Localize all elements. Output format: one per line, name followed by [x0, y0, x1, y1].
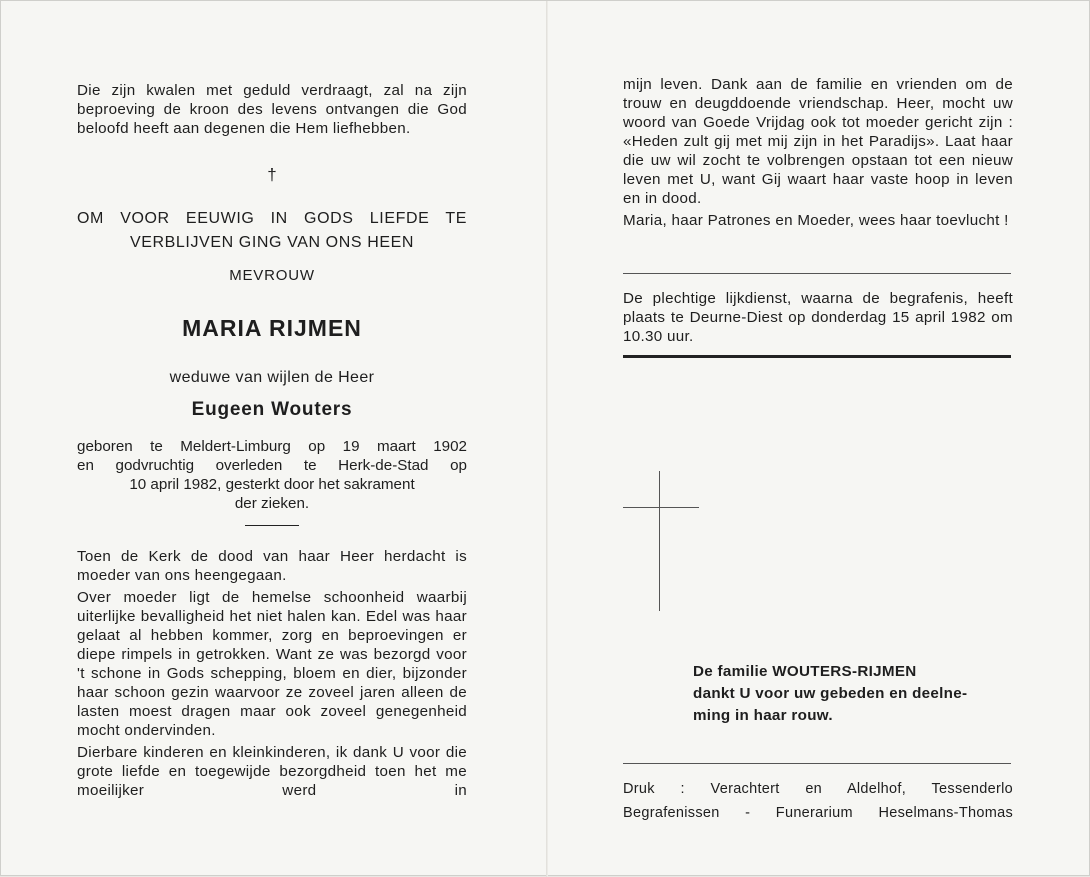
paragraph: mijn leven. Dank aan de familie en vrienden om de trouw en deugddoende vriendschap. Heer, mocht uw woord van Goede Vrijdag ook tot moeder gericht zijn : «Heden zult gij met mij zijn in het Paradijs». Laat haar die uw wil zocht te volbrengen opstaan tot een nieuw leven met U, want Gij waart haar vaste hoop in leven en in dood.: [623, 76, 1013, 207]
cross-horizontal: [623, 507, 699, 508]
divider: [623, 763, 1011, 764]
thanks-line: dankt U voor uw gebeden en deelne-: [693, 685, 968, 702]
thick-divider: [623, 355, 1011, 358]
paragraph: Toen de Kerk de dood van haar Heer herdacht is moeder van ons heengegaan.: [77, 548, 467, 584]
dagger-icon: †: [267, 165, 277, 184]
thanks-line: De familie WOUTERS-RIJMEN: [693, 663, 917, 680]
opening-quote: Die zijn kwalen met geduld verdraagt, zal na zijn beproeving de kroon des levens ontvangen die God beloofd heeft aan degenen die Hem liefhebben.: [77, 82, 467, 137]
widow-of-text: weduwe van wijlen de Heer: [169, 369, 375, 386]
funeral-details: De plechtige lijkdienst, waarna de begrafenis, heeft plaats te Deurne-Diest op donderdag 15 april 1982 om 10.30 uur.: [623, 290, 1013, 345]
divider: [623, 273, 1011, 274]
honorific: MEVROUW: [229, 267, 315, 284]
paragraph: Dierbare kinderen en kleinkinderen, ik dank U voor die grote liefde en toegewijde bezorgdheid toen het me moeilijker werd in: [77, 744, 467, 799]
printer-credits: [623, 777, 1013, 825]
cross-vertical: [659, 471, 660, 611]
paragraph: Over moeder ligt de hemelse schoonheid waarbij uiterlijke bevalligheid het niet halen kan. Edel was haar gelaat al hebben kommer, zorg en beproevingen er diepe rimpels in getrokken. Want ze was bezorgd voor 't schone in Gods schepping, bloem en dier, bijzonder haar schoon gezin waarvoor ze zoveel jaren alleen de lasten moest dragen maar ook zoveel genegenheid mocht ondervinden.: [77, 589, 467, 739]
family-thanks: [693, 661, 1013, 727]
divider: [245, 525, 299, 526]
details-line: en godvruchtig overleden te Herk-de-Stad op: [77, 457, 467, 474]
thanks-line: ming in haar rouw.: [693, 707, 833, 724]
intro-line-2: VERBLIJVEN GING VAN ONS HEEN: [129, 234, 415, 251]
body-text: [77, 547, 467, 803]
details-line: geboren te Meldert-Limburg op 19 maart 1902: [77, 438, 467, 455]
details-line: 10 april 1982, gesterkt door het sakrament: [129, 476, 415, 493]
card-fold: [546, 1, 548, 877]
husband-name: Eugeen Wouters: [191, 399, 353, 420]
paragraph: Maria, haar Patrones en Moeder, wees haar toevlucht !: [623, 212, 1009, 229]
intro-text: [77, 207, 467, 255]
body-text-continued: [623, 75, 1013, 233]
details-line: der zieken.: [234, 495, 310, 512]
credit-line: Druk : Verachtert en Aldelhof, Tessenderlo: [623, 781, 1013, 797]
birth-death-details: [77, 437, 467, 513]
intro-line-1: OM VOOR EEUWIG IN GODS LIEFDE TE: [77, 210, 467, 227]
deceased-name: MARIA RIJMEN: [182, 315, 362, 341]
credit-line: Begrafenissen - Funerarium Heselmans-Thomas: [623, 805, 1013, 821]
